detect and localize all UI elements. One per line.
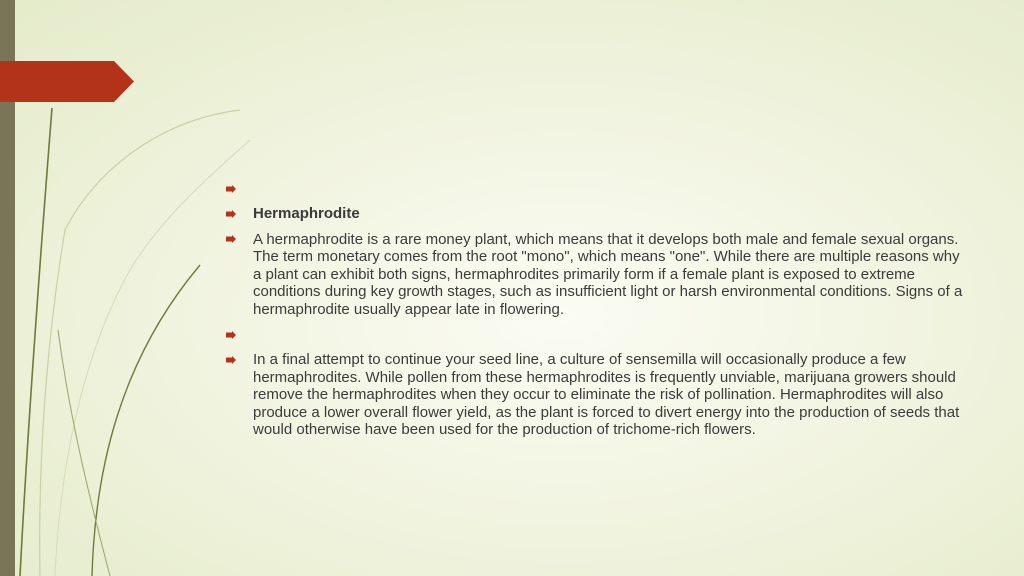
slide-content — [226, 180, 966, 447]
arrow-bullet-icon — [226, 351, 253, 368]
arrow-bullet-icon — [226, 180, 253, 197]
paragraph-text: A hermaphrodite is a rare money plant, which means that it develops both male and female sexual organs. The term monetary comes from the root "mono", which means "one". While there are multiple reasons why a plant can exhibit both signs, hermaphrodites primarily form if a female plant is exposed to extreme conditions during key growth stages, such as insufficient light or harsh environmental conditions. Signs of a hermaphrodite usually appear late in flowering. — [253, 230, 963, 318]
arrow-bullet-icon — [226, 205, 253, 222]
bullet-item-heading — [226, 205, 966, 223]
bullet-item-empty-1 — [226, 180, 966, 197]
title-accent-tab — [0, 61, 134, 102]
bullet-item-empty-2 — [226, 326, 966, 343]
bullet-item-paragraph-2 — [226, 351, 966, 439]
bullet-text — [253, 180, 966, 197]
bullet-text — [253, 326, 966, 343]
section-heading: Hermaphrodite — [253, 205, 360, 222]
arrow-bullet-icon — [226, 231, 253, 248]
arrow-bullet-icon — [226, 326, 253, 343]
bullet-item-paragraph-1 — [226, 231, 966, 319]
paragraph-text: In a final attempt to continue your seed line, a culture of sensemilla will occasionally produce a few hermaphrodites. While pollen from these hermaphrodites is frequently unviable, marijuana growers should remove the hermaphrodites when they occur to eliminate the risk of pollination. Hermaphrodites will also produce a lower overall flower yield, as the plant is forced to divert energy into the production of seeds that would otherwise have been used for the production of trichome-rich flowers. — [253, 351, 960, 438]
